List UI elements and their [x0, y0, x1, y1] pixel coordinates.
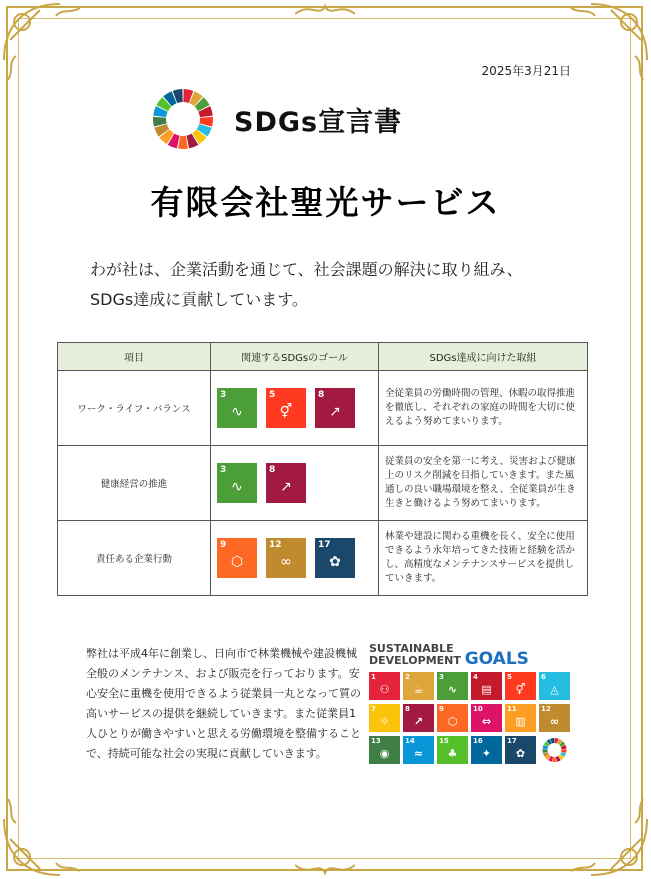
company-about-text: 弊社は平成4年に創業し、日向市で林業機械や建設機械全般のメンテナンス、および販売を行っております。安心安全に重機を使用できるよう従業員一丸となって質の高いサービスの提供を継続していきます。また従業員1人ひとりが働きやすいと思える労働環境を整備することで、持続可能な社会の実現に貢献していきます。: [86, 647, 361, 760]
sdg-tile-13-icon: 13 ◉: [369, 736, 400, 764]
row-item: 責任ある企業行動: [58, 521, 211, 596]
sdg-tile-2-icon: 2 ☕: [403, 672, 434, 700]
goals-logo-line2: DEVELOPMENT: [369, 654, 461, 667]
sdg-goal-9-icon: 9 ⬡: [217, 538, 257, 578]
ornament-corner-icon: [561, 0, 651, 90]
ornament-top-icon: [295, 0, 355, 20]
table-row: [58, 521, 588, 596]
row-goal-icons: [211, 521, 379, 596]
declaration-title: SDGs宣言書: [234, 107, 403, 138]
row-description: 林業や建設に関わる重機を長く、安全に使用できるよう永年培ってきた技術と経験を活かし、高精度なメンテナンスサービスを提供していきます。: [379, 521, 588, 596]
ornament-bottom-icon: [295, 859, 355, 879]
sdg-tile-12-icon: 12 ∞: [539, 704, 570, 732]
company-name: 有限会社聖光サービス: [150, 183, 501, 222]
intro-line: わが社は、企業活動を通じて、社会課題の解決に取り組み、: [90, 260, 523, 279]
row-item: ワーク・ライフ・バランス: [58, 371, 211, 446]
sdg-tile-6-icon: 6 ◬: [539, 672, 570, 700]
sdg-tile-16-icon: 16 ✦: [471, 736, 502, 764]
sdg-goal-3-icon: 3 ∿: [217, 388, 257, 428]
goals-logo-line1: SUSTAINABLE: [369, 642, 454, 655]
sdg-tile-3-icon: 3 ∿: [437, 672, 468, 700]
sdg-tile-7-icon: 7 ☼: [369, 704, 400, 732]
sdg-tile-11-icon: 11 ▥: [505, 704, 536, 732]
sdg-tile-9-icon: 9 ⬡: [437, 704, 468, 732]
declaration-date: 2025年3月21日: [481, 64, 571, 78]
intro-line: SDGs達成に貢献しています。: [90, 290, 308, 309]
ornament-corner-icon: [0, 0, 90, 90]
wheel-segment: [178, 136, 188, 149]
sdg-tile-4-icon: 4 ▤: [471, 672, 502, 700]
sdg-goals-table: [57, 342, 588, 596]
row-goal-icons: [211, 446, 379, 521]
sdg-tile-17-icon: 17 ✿: [505, 736, 536, 764]
table-row: [58, 371, 588, 446]
sdg-tile-14-icon: 14 ≈: [403, 736, 434, 764]
sdg-tile-5-icon: 5 ⚥: [505, 672, 536, 700]
sdg-goal-5-icon: 5 ⚥: [266, 388, 306, 428]
row-goal-icons: [211, 371, 379, 446]
ornament-corner-icon: [0, 789, 90, 879]
sdg-tile-8-icon: 8 ↗: [403, 704, 434, 732]
goals-logo-title: [369, 642, 579, 669]
intro-text: [90, 255, 523, 315]
table-row: [58, 446, 588, 521]
sdg-tile-10-icon: 10 ⇔: [471, 704, 502, 732]
sdgs-goals-logo: [369, 644, 579, 764]
header-actions: SDGs達成に向けた取組: [379, 343, 588, 371]
wheel-segment: [553, 757, 557, 762]
header-item: 項目: [58, 343, 211, 371]
sdg-wheel-tile-icon: [539, 736, 570, 764]
row-description: 従業員の安全を第一に考え、災害および健康上のリスク削減を目指していきます。また風通しの良い職場環境を整え、全従業員が生き生きと働けるよう努めてまいります。: [379, 446, 588, 521]
sdg-tile-15-icon: 15 ♣: [437, 736, 468, 764]
sdg-goal-12-icon: 12 ∞: [266, 538, 306, 578]
goals-logo-line2-row: [369, 649, 579, 669]
sdg-wheel-icon: [152, 88, 214, 150]
sdg-goal-8-icon: 8 ↗: [266, 463, 306, 503]
sdg-goal-17-icon: 17 ✿: [315, 538, 355, 578]
sdg-tile-1-icon: 1 ⚇: [369, 672, 400, 700]
row-item: 健康経営の推進: [58, 446, 211, 521]
sdg-goal-8-icon: 8 ↗: [315, 388, 355, 428]
header-goals: 関連するSDGsのゴール: [211, 343, 379, 371]
row-description: 全従業員の労働時間の管理、休暇の取得推進を徹底し、それぞれの家庭の時間を大切に使えるよう努めてまいります。: [379, 371, 588, 446]
sdg-goal-grid: [369, 672, 579, 764]
sdg-goal-3-icon: 3 ∿: [217, 463, 257, 503]
goals-logo-word: GOALS: [464, 649, 529, 669]
ornament-corner-icon: [561, 789, 651, 879]
